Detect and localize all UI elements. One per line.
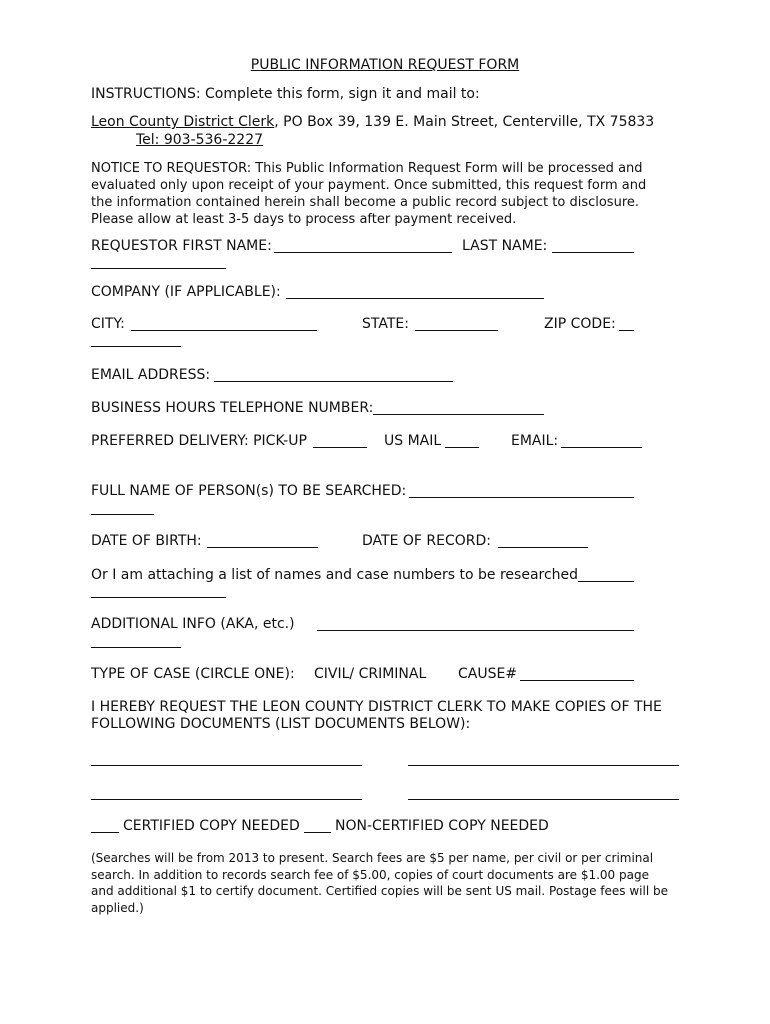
- document-list-line[interactable]: [408, 765, 679, 766]
- delivery-usmail-label: US MAIL: [384, 433, 442, 449]
- delivery-pickup-label: PREFERRED DELIVERY: PICK-UP: [91, 433, 307, 449]
- company-label: COMPANY (IF APPLICABLE):: [91, 284, 281, 300]
- full-name-searched-field[interactable]: [409, 497, 634, 498]
- address-rest: , PO Box 39, 139 E. Main Street, Centerville, TX 75833: [274, 114, 655, 130]
- delivery-pickup-field[interactable]: [313, 447, 367, 448]
- certified-copy-label: CERTIFIED COPY NEEDED: [123, 818, 300, 834]
- mailing-address: [91, 114, 654, 131]
- first-name-label: REQUESTOR FIRST NAME:: [91, 238, 272, 254]
- last-name-field[interactable]: [552, 252, 634, 253]
- city-field[interactable]: [131, 330, 317, 331]
- notice-paragraph: NOTICE TO REQUESTOR: This Public Information Request Form will be processed and evaluated only upon receipt of your payment. Once submitted, this request form and the information contained herein shall become a public record subject to disclosure. Please allow at least 3-5 days to process after payment received.: [91, 161, 647, 227]
- document-list-line[interactable]: [408, 799, 679, 800]
- phone-label: BUSINESS HOURS TELEPHONE NUMBER:: [91, 400, 374, 416]
- attach-list-field-continued[interactable]: [91, 597, 226, 598]
- delivery-email-field[interactable]: [561, 447, 642, 448]
- full-name-searched-field-continued[interactable]: [91, 514, 154, 515]
- form-title: PUBLIC INFORMATION REQUEST FORM: [250, 57, 520, 73]
- clerk-telephone: Tel: 903-536-2227: [136, 132, 264, 148]
- last-name-field-continued[interactable]: [91, 268, 226, 269]
- phone-field[interactable]: [373, 414, 544, 415]
- non-certified-copy-label: NON-CERTIFIED COPY NEEDED: [335, 818, 549, 834]
- certified-copy-blank[interactable]: [91, 832, 119, 833]
- date-of-record-label: DATE OF RECORD:: [362, 533, 491, 549]
- document-list-line[interactable]: [91, 799, 362, 800]
- dob-label: DATE OF BIRTH:: [91, 533, 202, 549]
- zip-field-continued[interactable]: [91, 346, 181, 347]
- state-field[interactable]: [415, 330, 498, 331]
- additional-info-field-continued[interactable]: [91, 647, 181, 648]
- clerk-name: Leon County District Clerk: [91, 114, 275, 130]
- attach-list-label: Or I am attaching a list of names and case numbers to be researched: [91, 567, 579, 583]
- request-copies-text: I HEREBY REQUEST THE LEON COUNTY DISTRICT CLERK TO MAKE COPIES OF THE FOLLOWING DOCUMENTS (LIST DOCUMENTS BELOW):: [91, 699, 662, 732]
- zip-label: ZIP CODE:: [544, 316, 616, 332]
- state-label: STATE:: [362, 316, 409, 332]
- email-address-label: EMAIL ADDRESS:: [91, 367, 211, 383]
- city-label: CITY:: [91, 316, 125, 332]
- non-certified-copy-blank[interactable]: [304, 832, 331, 833]
- cause-field[interactable]: [520, 680, 634, 681]
- email-address-field[interactable]: [214, 381, 453, 382]
- first-name-field[interactable]: [274, 252, 452, 253]
- cause-label: CAUSE#: [458, 666, 518, 682]
- attach-list-field[interactable]: [578, 581, 634, 582]
- company-field[interactable]: [286, 298, 544, 299]
- last-name-label: LAST NAME:: [462, 238, 548, 254]
- instructions-text: INSTRUCTIONS: Complete this form, sign it and mail to:: [91, 86, 480, 102]
- additional-info-field[interactable]: [317, 630, 634, 631]
- document-list-line[interactable]: [91, 765, 362, 766]
- case-type-options[interactable]: CIVIL/ CRIMINAL: [314, 666, 427, 682]
- delivery-usmail-field[interactable]: [445, 447, 479, 448]
- additional-info-label: ADDITIONAL INFO (AKA, etc.): [91, 616, 295, 632]
- date-of-record-field[interactable]: [498, 547, 588, 548]
- full-name-searched-label: FULL NAME OF PERSON(s) TO BE SEARCHED:: [91, 483, 407, 499]
- delivery-email-label: EMAIL:: [511, 433, 559, 449]
- case-type-label: TYPE OF CASE (CIRCLE ONE):: [91, 666, 295, 682]
- zip-field[interactable]: [619, 330, 634, 331]
- dob-field[interactable]: [207, 547, 318, 548]
- fees-note: (Searches will be from 2013 to present. Search fees are $5 per name, per civil or per criminal search. In addition to records search fee of $5.00, copies of court documents are $1.00 page and additional $1 to certify document. Certified copies will be sent US mail. Postage fees will be applied.): [91, 851, 668, 915]
